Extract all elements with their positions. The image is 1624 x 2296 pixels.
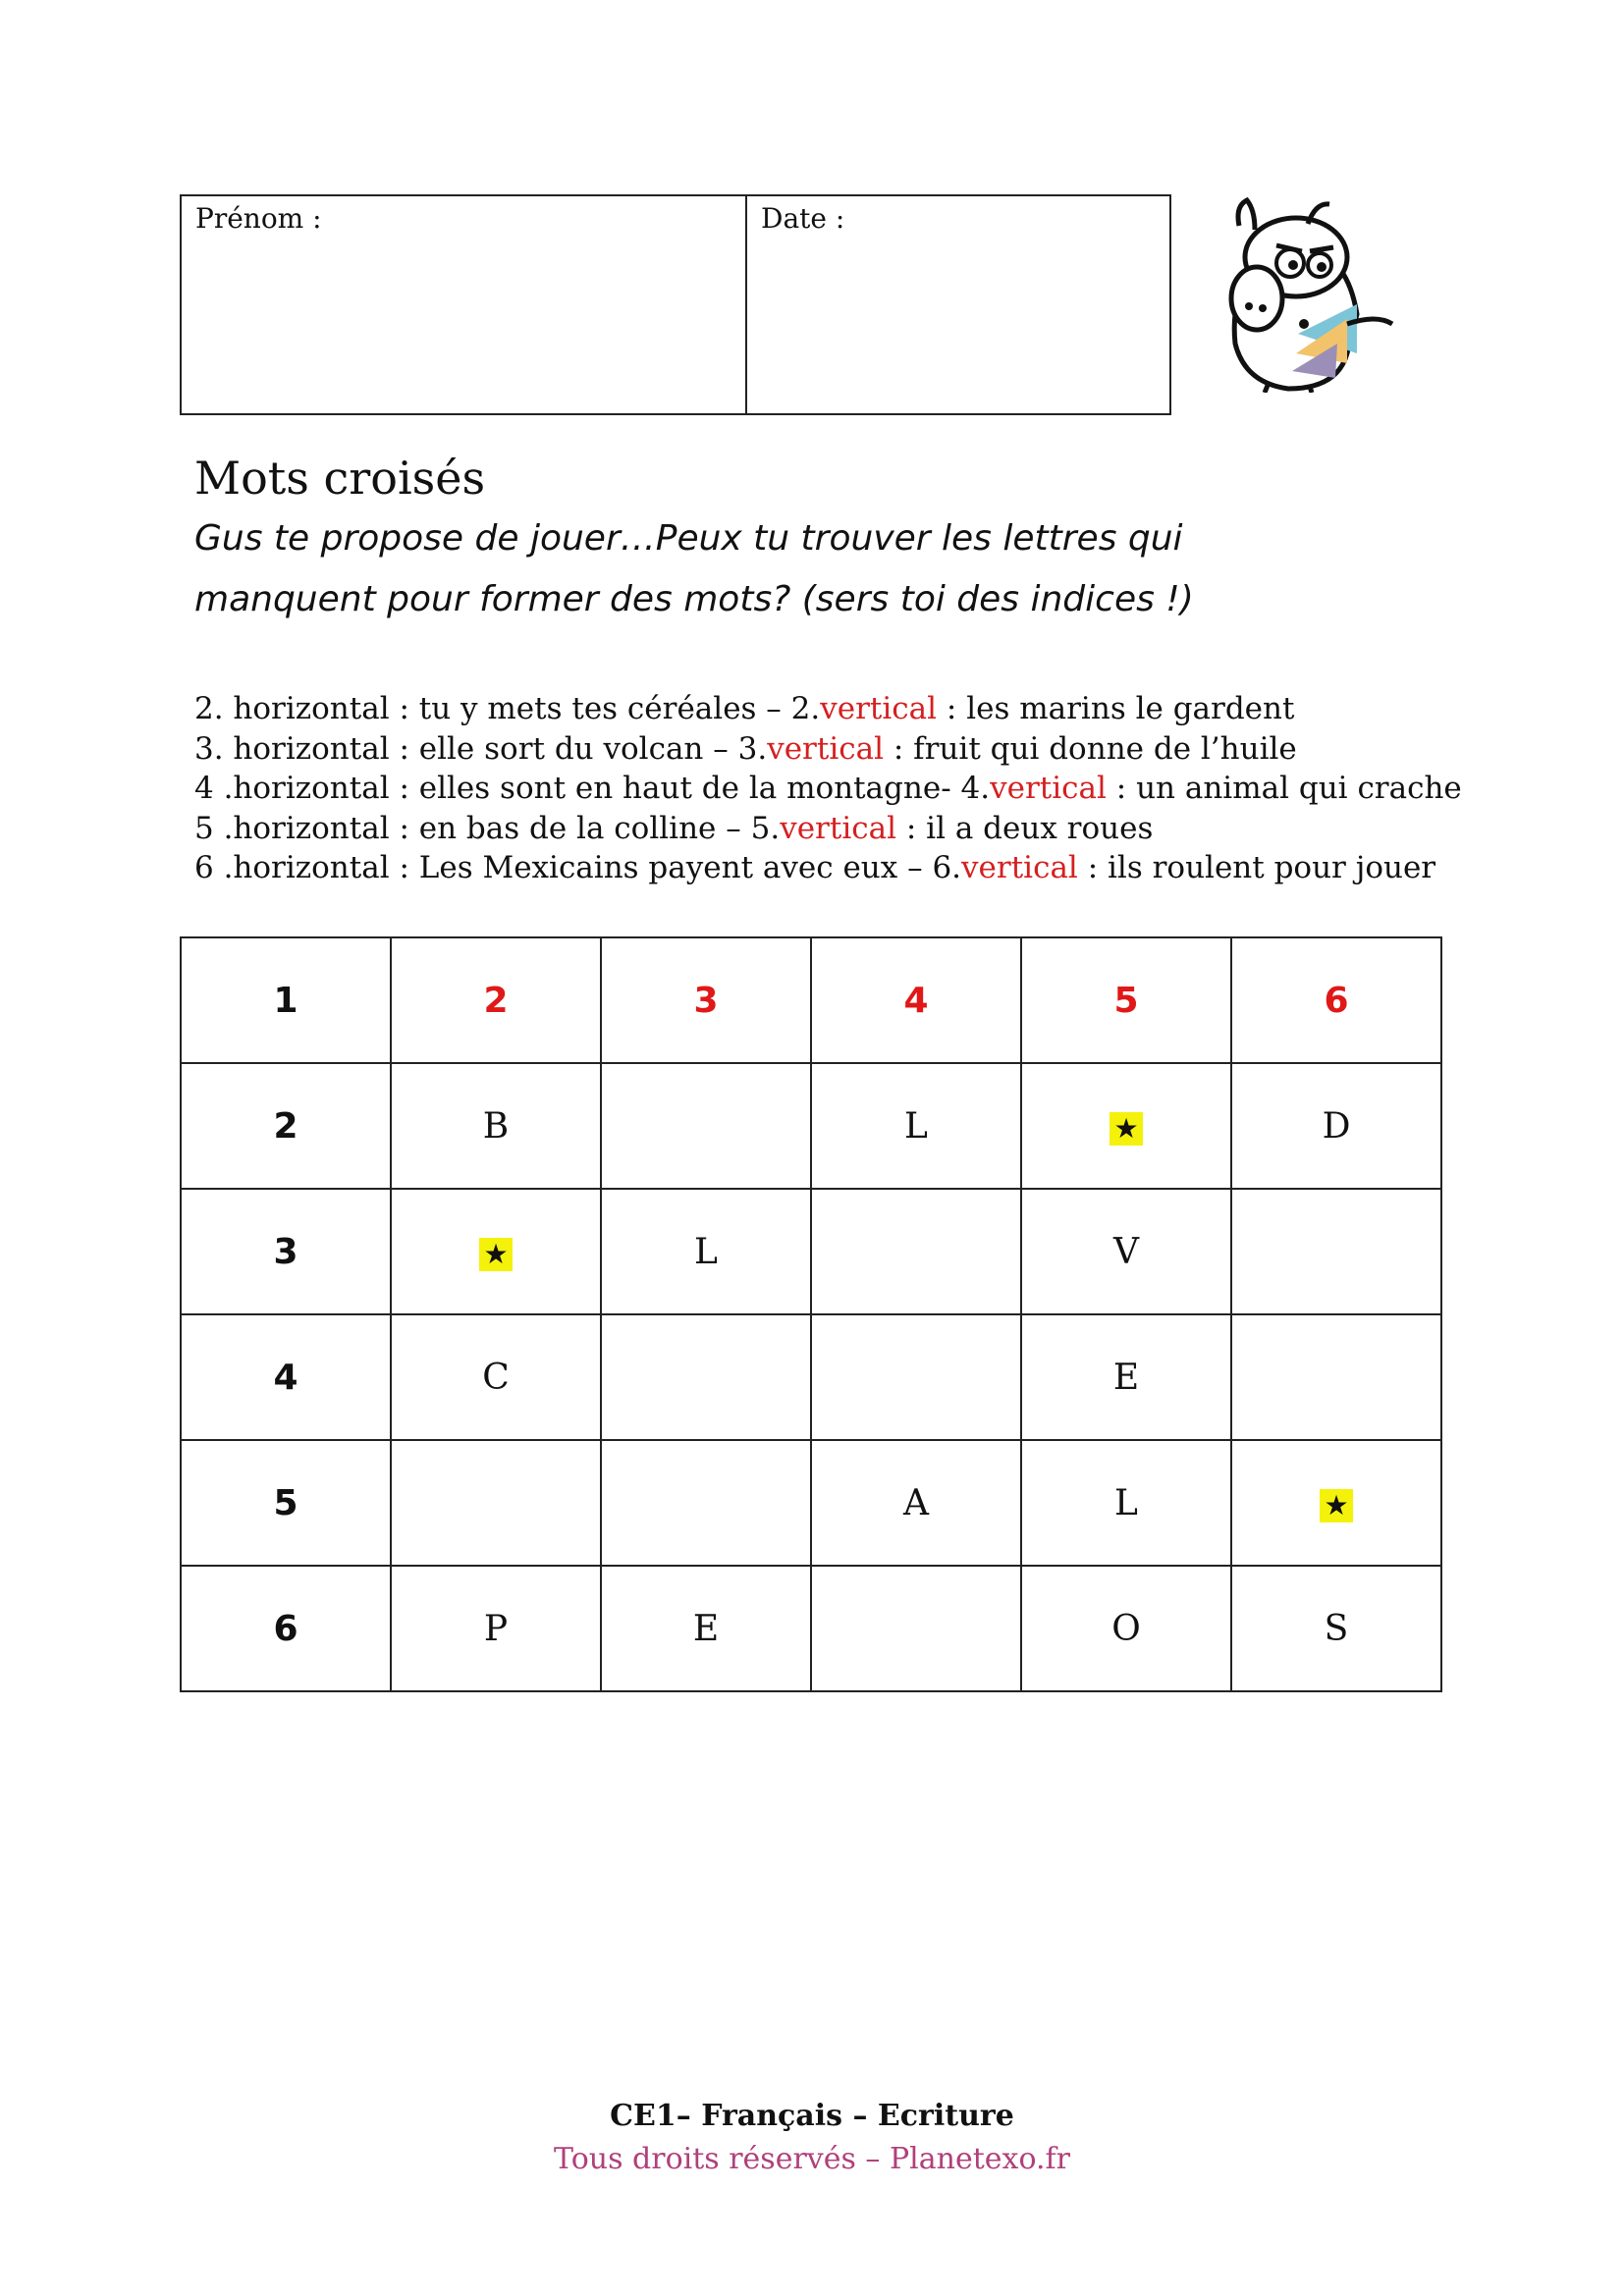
grid-cell[interactable]: E bbox=[601, 1566, 811, 1691]
clue-list bbox=[194, 689, 1462, 888]
grid-cell[interactable] bbox=[811, 1189, 1021, 1314]
date-field[interactable] bbox=[747, 196, 1169, 413]
grid-cell[interactable] bbox=[601, 1314, 811, 1440]
row-number: 3 bbox=[181, 1189, 391, 1314]
grid-cell[interactable] bbox=[391, 1189, 601, 1314]
row-number: 4 bbox=[181, 1314, 391, 1440]
grid-cell[interactable] bbox=[601, 1440, 811, 1566]
row-number: 2 bbox=[181, 1063, 391, 1189]
footer-copyright[interactable]: Tous droits réservés – Planetexo.fr bbox=[554, 2142, 1070, 2176]
column-number: 6 bbox=[1231, 937, 1441, 1063]
grid-cell[interactable] bbox=[1231, 1440, 1441, 1566]
grid-row bbox=[181, 1440, 1441, 1566]
star-icon: ★ bbox=[1320, 1489, 1353, 1522]
instructions bbox=[194, 508, 1432, 630]
grid-cell[interactable] bbox=[1021, 1063, 1231, 1189]
grid-cell[interactable]: L bbox=[1021, 1440, 1231, 1566]
grid-corner: 1 bbox=[181, 937, 391, 1063]
grid-cell[interactable]: E bbox=[1021, 1314, 1231, 1440]
grid-cell[interactable] bbox=[811, 1314, 1021, 1440]
crossword-grid bbox=[180, 936, 1442, 1692]
grid-cell[interactable] bbox=[1231, 1314, 1441, 1440]
grid-cell[interactable]: O bbox=[1021, 1566, 1231, 1691]
grid-row bbox=[181, 1314, 1441, 1440]
date-label: Date : bbox=[761, 202, 845, 235]
grid-cell[interactable] bbox=[811, 1566, 1021, 1691]
column-number: 2 bbox=[391, 937, 601, 1063]
grid-cell[interactable]: L bbox=[811, 1063, 1021, 1189]
grid-cell[interactable]: P bbox=[391, 1566, 601, 1691]
column-number: 5 bbox=[1021, 937, 1231, 1063]
grid-header-row bbox=[181, 937, 1441, 1063]
grid-cell[interactable] bbox=[391, 1440, 601, 1566]
clue-6: 6 .horizontal : Les Mexicains payent avec eux – 6.vertical : ils roulent pour jouer bbox=[194, 850, 1436, 885]
name-label: Prénom : bbox=[195, 202, 322, 235]
row-number: 6 bbox=[181, 1566, 391, 1691]
instructions-line: manquent pour former des mots? (sers toi des indices !) bbox=[194, 579, 1194, 619]
grid-cell[interactable]: D bbox=[1231, 1063, 1441, 1189]
clue-2: 2. horizontal : tu y mets tes céréales – 2.vertical : les marins le gardent bbox=[194, 691, 1295, 726]
clue-5: 5 .horizontal : en bas de la colline – 5.vertical : il a deux roues bbox=[194, 810, 1154, 846]
grid-row bbox=[181, 1566, 1441, 1691]
clue-4: 4 .horizontal : elles sont en haut de la montagne- 4.vertical : un animal qui crache bbox=[194, 771, 1462, 806]
grid-cell[interactable]: A bbox=[811, 1440, 1021, 1566]
column-number: 3 bbox=[601, 937, 811, 1063]
star-icon: ★ bbox=[479, 1238, 513, 1271]
star-icon: ★ bbox=[1110, 1112, 1143, 1146]
sheep-mascot-icon bbox=[1200, 196, 1416, 393]
grid-cell[interactable] bbox=[1231, 1189, 1441, 1314]
grid-cell[interactable]: V bbox=[1021, 1189, 1231, 1314]
grid-row bbox=[181, 1063, 1441, 1189]
page-title: Mots croisés bbox=[194, 452, 486, 505]
header-box bbox=[180, 194, 1171, 415]
column-number: 4 bbox=[811, 937, 1021, 1063]
row-number: 5 bbox=[181, 1440, 391, 1566]
name-field[interactable] bbox=[182, 196, 747, 413]
grid-cell[interactable]: S bbox=[1231, 1566, 1441, 1691]
grid-cell[interactable]: L bbox=[601, 1189, 811, 1314]
grid-cell[interactable]: C bbox=[391, 1314, 601, 1440]
grid-cell[interactable] bbox=[601, 1063, 811, 1189]
grid-cell[interactable]: B bbox=[391, 1063, 601, 1189]
clue-3: 3. horizontal : elle sort du volcan – 3.vertical : fruit qui donne de l’huile bbox=[194, 730, 1297, 767]
grid-row bbox=[181, 1189, 1441, 1314]
instructions-line: Gus te propose de jouer…Peux tu trouver les lettres qui bbox=[194, 518, 1183, 559]
footer-subject: CE1– Français – Ecriture bbox=[610, 2099, 1014, 2133]
